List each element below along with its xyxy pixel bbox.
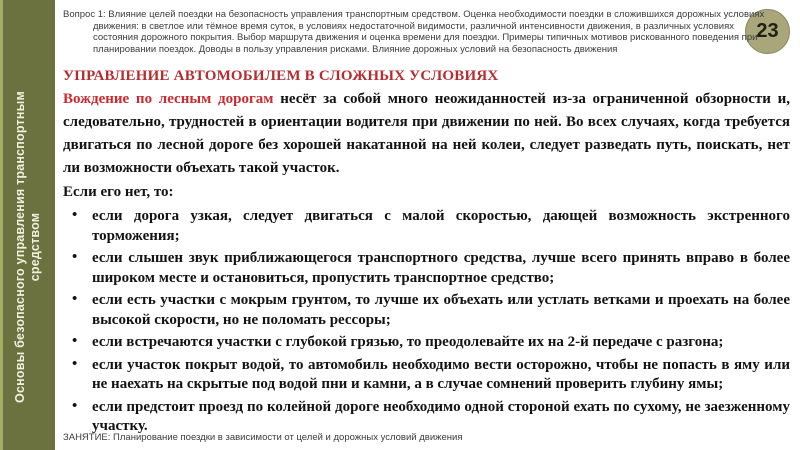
page-number-badge: 23 [745, 9, 790, 54]
bullet-item: • если участок покрыт водой, то автомобиль необходимо вести осторожно, чтобы не попасть в яму или не наехать на скрытые под водой пни и камни, а в случае сомнений проверить глубину ямы; [63, 356, 790, 395]
slide-content [63, 9, 790, 440]
bullet-item: • если слышен звук приближающегося транспортного средства, лучше всего принять вправо в более широком месте и остановиться, пропустить транспортное средство; [63, 249, 790, 288]
bullet-item: • если есть участки с мокрым грунтом, то лучше их объехать или устлать ветками и проехать на более высокой скорости, но не поломать рессоры; [63, 291, 790, 330]
bullet-list [63, 207, 790, 437]
question-label: Вопрос 1: [63, 9, 106, 20]
section-heading: УПРАВЛЕНИЕ АВТОМОБИЛЕМ В СЛОЖНЫХ УСЛОВИЯХ [63, 68, 499, 84]
lead-highlight: Вождение по лесным дорогам [63, 91, 274, 107]
sidebar-edge-stripe [0, 0, 3, 450]
footer-note: ЗАНЯТИЕ: Планирование поездки в зависимости от целей и дорожных условий движения [63, 432, 463, 443]
sidebar-title [13, 27, 43, 450]
question-text: Влияние целей поездки на безопасность управления транспортным средством. Оценка необходимости поездки в сложившихся дорожных условиях движения: в светлое или тёмное время суток, в условиях недостаточной видимости, различной интенсивности движения, в различных условиях состояния дорожного покрытия. Выбор маршрута движения и оценка времени для поездки. Примеры типичных мотивов рискованного поведения при планировании поездок. Доводы в пользу управления рисками. Влияние дорожных условий на безопасность движения [93, 9, 765, 55]
sidebar-title-line-1: Основы безопасного управления транспортным [12, 91, 27, 403]
sidebar-title-line-2: средством [27, 212, 42, 282]
bullet-item: • если дорога узкая, следует двигаться с малой скоростью, дающей возможность экстренного торможения; [63, 207, 790, 246]
bullet-item: • если встречаются участки с глубокой грязью, то преодолевайте их на 2-й передаче с разгона; [63, 333, 790, 353]
lead-text: несёт за собой много неожиданностей из-за ограниченной обзорности и, следовательно, трудностей в ориентации водителя при движении по ней. Во всех случаях, когда требуется двигаться по лесной дороге без хорошей накатанной на ней колеи, следует разведать путь, поискать, нет ли возможности объехать такой участок. [63, 91, 790, 176]
lead-paragraph [63, 88, 790, 180]
bullet-item: • если предстоит проезд по колейной дороге необходимо одной стороной ехать по сухому, не заезженному участку. [63, 398, 790, 437]
question-header [63, 9, 774, 55]
sidebar [0, 0, 55, 450]
list-intro: Если его нет, то: [63, 184, 174, 200]
